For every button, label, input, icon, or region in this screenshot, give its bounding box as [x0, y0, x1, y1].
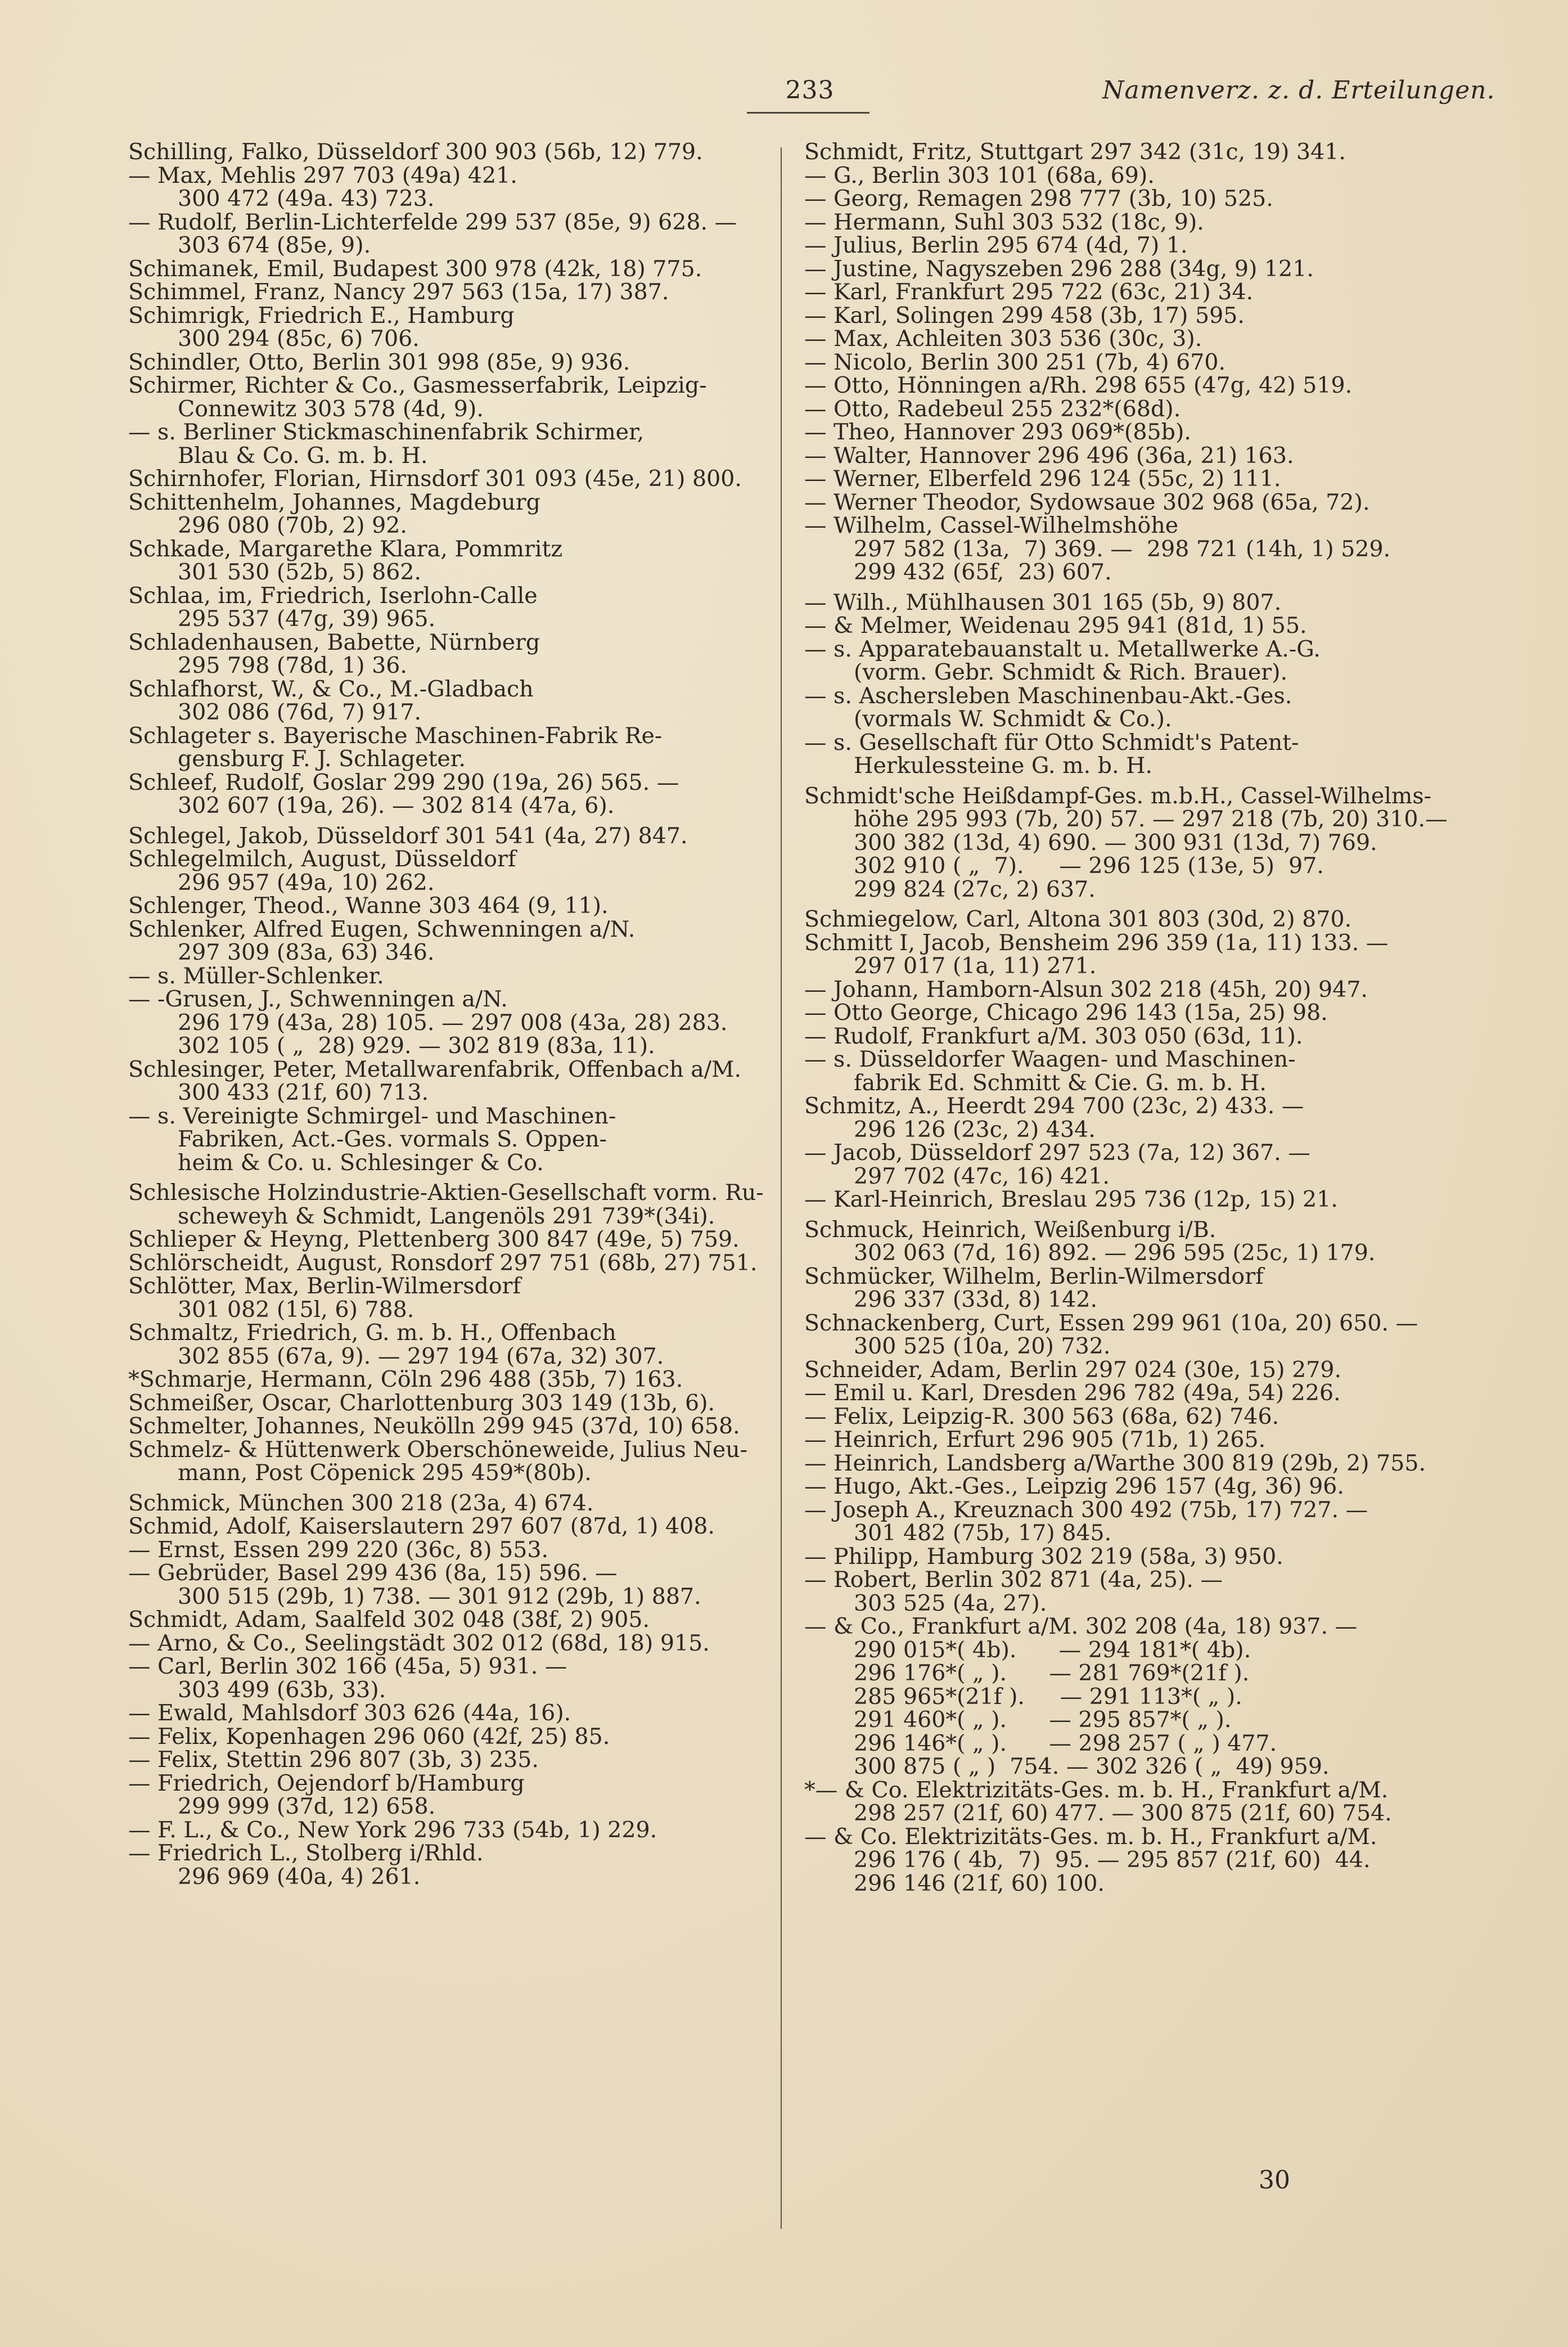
index-entry — [804, 255, 1468, 282]
continuation-line: 299 999 (37d, 12) 658. — [178, 1793, 436, 1819]
sub-entry-line: — Hugo, Akt.-Ges., Leipzig 296 157 (4g, 36) 96. — [804, 1473, 1344, 1499]
index-entry — [804, 327, 1468, 351]
continuation-line: 296 176 ( 4b, 7) 95. — 295 857 (21f, 60) 44. — [854, 1847, 1371, 1873]
continuation-line: 295 798 (78d, 1) 36. — [178, 653, 407, 678]
continuation-line: scheweyh & Schmidt, Langenöls 291 739*(34i). — [178, 1203, 715, 1229]
continuation-line: gensburg F. J. Schlageter. — [178, 746, 466, 772]
index-entry — [128, 1228, 769, 1252]
sub-entry-line: — Gebrüder, Basel 299 436 (8a, 15) 596. — — [128, 1560, 618, 1586]
index-entry — [804, 929, 1468, 979]
sub-entry-line: — Max, Achleiten 303 536 (30c, 3). — [804, 326, 1202, 352]
sub-entry-line: — & Co., Frankfurt a/M. 302 208 (4a, 18) 937. — — [804, 1613, 1358, 1639]
continuation-line: 302 063 (7d, 16) 892. — 296 595 (25c, 1) 179. — [854, 1240, 1376, 1266]
index-entry — [128, 1515, 769, 1539]
index-entry — [128, 1181, 769, 1228]
index-entry — [804, 164, 1468, 188]
index-entry — [128, 1058, 769, 1105]
index-entry — [128, 1392, 769, 1415]
entry-head-line: Schlegelmilch, August, Düsseldorf — [128, 846, 516, 872]
sub-entry-line: — s. Vereinigte Schmirgel- und Maschinen- — [128, 1103, 616, 1129]
index-entry — [128, 467, 769, 491]
entry-head-line: Schmuck, Heinrich, Weißenburg i/B. — [804, 1216, 1216, 1243]
index-entry — [804, 281, 1468, 304]
sub-entry-line: — Karl-Heinrich, Breslau 295 736 (12p, 15) 21. — [804, 1186, 1338, 1212]
sub-entry-line: — s. Müller-Schlenker. — [128, 963, 384, 989]
continuation-line: 285 965*(21f ). — 291 113*( „ ). — [854, 1683, 1242, 1710]
sub-entry-line: — & Co. Elektrizitäts-Ges. m. b. H., Frankfurt a/M. — [804, 1823, 1377, 1850]
index-entry — [128, 1368, 769, 1392]
entry-head-line: Schmeißer, Oscar, Charlottenburg 303 149 (13b, 6). — [128, 1390, 715, 1416]
index-entry — [128, 918, 769, 965]
continuation-line: 303 674 (85e, 9). — [178, 232, 371, 258]
sub-entry-line: — Julius, Berlin 295 674 (4d, 7) 1. — [804, 232, 1188, 258]
index-entry — [128, 1819, 769, 1842]
continuation-line: Fabriken, Act.-Ges. vormals S. Oppen- — [178, 1126, 607, 1152]
sub-entry-line: — Felix, Leipzig-R. 300 563 (68a, 62) 746. — [804, 1403, 1279, 1429]
continuation-line: 296 337 (33d, 8) 142. — [854, 1287, 1098, 1312]
sub-entry-line: — Otto, Radebeul 255 232*(68d). — [804, 395, 1181, 422]
entry-head-line: Schlesische Holzindustrie-Aktien-Gesellschaft vorm. Ru- — [128, 1180, 764, 1206]
continuation-line: Herkulessteine G. m. b. H. — [854, 753, 1153, 779]
entry-head-line: Schlörscheidt, August, Ronsdorf 297 751 (68b, 27) 751. — [128, 1249, 758, 1276]
sub-entry-line: — Otto George, Chicago 296 143 (15a, 25) 98. — [804, 1000, 1328, 1026]
entry-head-line: Schmelz- & Hüttenwerk Oberschöneweide, Julius Neu- — [128, 1436, 748, 1463]
index-entry — [804, 1428, 1468, 1452]
continuation-line: 300 433 (21f, 60) 713. — [178, 1080, 429, 1105]
continuation-line: 302 086 (76d, 7) 917. — [178, 699, 422, 725]
index-entry — [804, 1141, 1468, 1188]
entry-head-line: Schmidt, Adam, Saalfeld 302 048 (38f, 2) 905. — [128, 1607, 650, 1633]
sub-entry-line: — Rudolf, Frankfurt a/M. 303 050 (63d, 11). — [804, 1023, 1303, 1049]
index-entry — [128, 141, 769, 164]
index-entry — [804, 908, 1468, 932]
index-entry — [804, 1452, 1468, 1476]
entry-head-line: Schirnhofer, Florian, Hirnsdorf 301 093 (45e, 21) 800. — [128, 466, 742, 492]
index-entry — [128, 1105, 769, 1175]
index-entry — [128, 1492, 769, 1516]
sub-entry-line: — G., Berlin 303 101 (68a, 69). — [804, 162, 1155, 188]
continuation-line: 296 969 (40a, 4) 261. — [178, 1863, 421, 1890]
sub-entry-line: — Friedrich L., Stolberg i/Rhld. — [128, 1840, 484, 1866]
index-entry — [804, 682, 1468, 732]
continuation-line: höhe 295 993 (7b, 20) 57. — 297 218 (7b, 20) 310.— — [854, 806, 1448, 832]
continuation-line: 296 179 (43a, 28) 105. — 297 008 (43a, 28) 283. — [178, 1009, 728, 1036]
continuation-line: Connewitz 303 578 (4d, 9). — [178, 395, 484, 422]
index-entry — [128, 421, 769, 467]
index-entry — [128, 678, 769, 725]
sub-entry-line: — s. Gesellschaft für Otto Schmidt's Patent- — [804, 729, 1299, 756]
index-entry — [128, 1842, 769, 1889]
continuation-line: 300 515 (29b, 1) 738. — 301 912 (29b, 1) 887. — [178, 1583, 701, 1609]
index-entry — [128, 1655, 769, 1702]
index-entry — [128, 848, 769, 894]
index-entry — [804, 211, 1468, 235]
entry-head-line: Schleef, Rudolf, Goslar 299 290 (19a, 26) 565. — — [128, 769, 679, 795]
index-entry — [804, 421, 1468, 444]
continuation-line: 301 082 (15l, 6) 788. — [178, 1296, 414, 1323]
continuation-line: 300 472 (49a. 43) 723. — [178, 186, 435, 212]
index-entry — [128, 1772, 769, 1819]
sub-entry-line: — Werner Theodor, Sydowsaue 302 968 (65a, 72). — [804, 489, 1370, 515]
index-entry — [804, 395, 1468, 422]
continuation-line: 300 875 ( „ ) 754. — 302 326 ( „ 49) 959. — [854, 1753, 1330, 1779]
running-title: Namenverz. z. d. Erteilungen. — [1102, 76, 1495, 105]
entry-head-line: Schmücker, Wilhelm, Berlin-Wilmersdorf — [804, 1263, 1264, 1289]
index-entry — [128, 1702, 769, 1725]
index-entry — [128, 1415, 769, 1438]
sub-entry-line: — Johann, Hamborn-Alsun 302 218 (45h, 20) 947. — [804, 976, 1368, 1002]
index-entry — [128, 255, 769, 282]
continuation-line: 302 910 ( „ 7). — 296 125 (13e, 5) 97. — [854, 853, 1324, 879]
sub-entry-line: — Robert, Berlin 302 871 (4a, 25). — — [804, 1567, 1223, 1593]
sub-entry-line: — Philipp, Hamburg 302 219 (58a, 3) 950. — [804, 1543, 1283, 1570]
index-entry — [804, 1405, 1468, 1429]
index-entry — [128, 1249, 769, 1276]
index-entry — [128, 965, 769, 988]
entry-head-line: Schimrigk, Friedrich E., Hamburg — [128, 302, 515, 329]
index-entry — [804, 444, 1468, 468]
index-entry — [804, 1615, 1468, 1779]
index-entry — [128, 281, 769, 304]
continuation-line: 301 530 (52b, 5) 862. — [178, 559, 422, 585]
entry-head-line: Schlenker, Alfred Eugen, Schwenningen a/N. — [128, 916, 636, 942]
sub-entry-line: — F. L., & Co., New York 296 733 (54b, 1) 229. — [128, 1817, 657, 1843]
continuation-line: 303 525 (4a, 27). — [854, 1590, 1047, 1616]
index-entry — [128, 1536, 769, 1563]
sub-entry-line: — Walter, Hannover 296 496 (36a, 21) 163. — [804, 442, 1294, 469]
sub-entry-line: — Wilh., Mühlhausen 301 165 (5b, 9) 807. — [804, 589, 1282, 615]
sub-entry-line: — Heinrich, Erfurt 296 905 (71b, 1) 265. — [804, 1427, 1266, 1453]
continuation-line: heim & Co. u. Schlesinger & Co. — [178, 1149, 544, 1176]
entry-head-line: Schmid, Adolf, Kaiserslautern 297 607 (87d, 1) 408. — [128, 1513, 715, 1539]
entry-head-line: Schittenhelm, Johannes, Magdeburg — [128, 489, 540, 515]
sub-entry-line: — & Melmer, Weidenau 295 941 (81d, 1) 55. — [804, 613, 1307, 639]
continuation-line: 296 126 (23c, 2) 434. — [854, 1116, 1096, 1143]
continuation-line: Blau & Co. G. m. b. H. — [178, 442, 428, 469]
index-entry — [128, 491, 769, 538]
entry-head-line: Schlenger, Theod., Wanne 303 464 (9, 11). — [128, 893, 609, 919]
entry-head-line: Schlageter s. Bayerische Maschinen-Fabrik Re- — [128, 722, 663, 749]
index-entry — [804, 1823, 1468, 1896]
index-entry — [804, 374, 1468, 398]
continuation-line: 302 855 (67a, 9). — 297 194 (67a, 32) 307. — [178, 1343, 664, 1369]
continuation-line: 300 525 (10a, 20) 732. — [854, 1333, 1111, 1359]
column-divider — [781, 147, 782, 2229]
continuation-line: 296 957 (49a, 10) 262. — [178, 869, 435, 896]
continuation-line: mann, Post Cöpenick 295 459*(80b). — [178, 1460, 592, 1486]
index-entry — [128, 164, 769, 211]
index-entry — [804, 1475, 1468, 1499]
sub-entry-line: — Otto, Hönningen a/Rh. 298 655 (47g, 42) 519. — [804, 372, 1353, 398]
entry-head-line: Schimanek, Emil, Budapest 300 978 (42k, 18) 775. — [128, 255, 702, 282]
sub-entry-line: — Wilhelm, Cassel-Wilhelmshöhe — [804, 512, 1179, 538]
index-entry — [804, 1095, 1468, 1141]
entry-head-line: Schlieper & Heyng, Plettenberg 300 847 (49e, 5) 759. — [128, 1226, 740, 1252]
index-entry — [804, 1496, 1468, 1546]
entry-head-line: Schilling, Falko, Düsseldorf 300 903 (56b, 12) 779. — [128, 139, 703, 165]
continuation-line: 300 294 (85c, 6) 706. — [178, 326, 420, 352]
index-entry — [128, 374, 769, 421]
index-entry — [804, 614, 1468, 638]
entry-head-line: Schlegel, Jakob, Düsseldorf 301 541 (4a, 27) 847. — [128, 822, 688, 849]
entry-head-line: Schlaa, im, Friedrich, Iserlohn-Calle — [128, 582, 538, 609]
index-entry — [128, 1275, 769, 1321]
entry-head-line: Schmitz, A., Heerdt 294 700 (23c, 2) 433. — — [804, 1093, 1304, 1119]
entry-head-line: Schneider, Adam, Berlin 297 024 (30e, 15) 279. — [804, 1356, 1342, 1383]
entry-head-line: Schlötter, Max, Berlin-Wilmersdorf — [128, 1273, 521, 1299]
sub-entry-line: — s. Düsseldorfer Waagen- und Maschinen- — [804, 1046, 1296, 1072]
entry-head-line: Schmelter, Johannes, Neukölln 299 945 (37d, 10) 658. — [128, 1413, 740, 1439]
index-entry — [128, 351, 769, 375]
index-entry — [128, 211, 769, 258]
index-entry — [128, 1608, 769, 1632]
sub-entry-line: — Rudolf, Berlin-Lichterfelde 299 537 (85e, 9) 628. — — [128, 209, 737, 235]
index-entry — [804, 234, 1468, 258]
index-entry — [128, 822, 769, 849]
entry-head-line: Schkade, Margarethe Klara, Pommritz — [128, 536, 563, 562]
index-entry — [804, 1312, 1468, 1359]
entry-head-line: Schindler, Otto, Berlin 301 998 (85e, 9) 936. — [128, 349, 630, 375]
continuation-line: 297 017 (1a, 11) 271. — [854, 953, 1097, 979]
left-column — [128, 141, 769, 1889]
index-entry — [128, 1562, 769, 1608]
index-entry — [804, 351, 1468, 375]
index-entry — [128, 1748, 769, 1772]
index-entry — [804, 1382, 1468, 1405]
sub-entry-line: — Karl, Solingen 299 458 (3b, 17) 595. — [804, 302, 1245, 329]
continuation-line: 299 432 (65f, 23) 607. — [854, 559, 1112, 585]
index-entry — [128, 1321, 769, 1368]
page-header — [0, 76, 1568, 121]
index-entry — [804, 1356, 1468, 1383]
sub-entry-line: — Theo, Hannover 293 069*(85b). — [804, 419, 1191, 445]
sub-entry-line: — s. Berliner Stickmaschinenfabrik Schirmer, — [128, 419, 645, 445]
continuation-line: 298 257 (21f, 60) 477. — 300 875 (21f, 60) 754. — [854, 1800, 1392, 1826]
index-entry — [128, 1725, 769, 1749]
index-entry — [804, 1188, 1468, 1212]
index-entry — [128, 631, 769, 678]
sub-entry-line: — Justine, Nagyszeben 296 288 (34g, 9) 121. — [804, 255, 1314, 282]
index-entry — [804, 1048, 1468, 1095]
sub-entry-line: — Emil u. Karl, Dresden 296 782 (49a, 54) 226. — [804, 1380, 1341, 1406]
entry-head-line: Schmick, München 300 218 (23a, 4) 674. — [128, 1490, 594, 1516]
index-entry — [128, 988, 769, 1058]
index-entry — [804, 978, 1468, 1002]
continuation-line: 296 146*( „ ). — 298 257 ( „ ) 477. — [854, 1730, 1277, 1756]
index-entry — [804, 187, 1468, 211]
index-entry — [804, 1779, 1468, 1826]
continuation-line: 301 482 (75b, 17) 845. — [854, 1520, 1112, 1546]
index-entry — [128, 722, 769, 772]
index-entry — [128, 304, 769, 351]
continuation-line: fabrik Ed. Schmitt & Cie. G. m. b. H. — [854, 1069, 1267, 1096]
sub-entry-line: — Karl, Frankfurt 295 722 (63c, 21) 34. — [804, 279, 1254, 305]
index-entry — [804, 638, 1468, 685]
sub-entry-line: — Ernst, Essen 299 220 (36c, 8) 553. — [128, 1536, 549, 1563]
entry-head-line: Schlesinger, Peter, Metallwarenfabrik, Offenbach a/M. — [128, 1056, 742, 1082]
entry-head-line: Schmitt I, Jacob, Bensheim 296 359 (1a, 11) 133. — — [804, 929, 1389, 956]
entry-head-line: Schmidt'sche Heißdampf-Ges. m.b.H., Cassel-Wilhelms- — [804, 783, 1431, 809]
sub-entry-line: — Nicolo, Berlin 300 251 (7b, 4) 670. — [804, 349, 1226, 375]
index-entry — [804, 141, 1468, 164]
index-entry — [804, 1545, 1468, 1569]
sub-entry-line: — s. Apparatebauanstalt u. Metallwerke A.-G. — [804, 636, 1321, 662]
entry-head-line: Schladenhausen, Babette, Nürnberg — [128, 629, 540, 655]
index-entry — [128, 584, 769, 631]
index-entry — [128, 1632, 769, 1656]
sub-entry-line: — Ewald, Mahlsdorf 303 626 (44a, 16). — [128, 1700, 571, 1726]
sub-entry-line: — Hermann, Suhl 303 532 (18c, 9). — [804, 209, 1204, 235]
continuation-line: 295 537 (47g, 39) 965. — [178, 606, 436, 632]
index-entry — [804, 304, 1468, 328]
continuation-line: 300 382 (13d, 4) 690. — 300 931 (13d, 7) 769. — [854, 829, 1377, 856]
index-entry — [804, 1001, 1468, 1025]
sub-entry-line: — Arno, & Co., Seelingstädt 302 012 (68d, 18) 915. — [128, 1630, 710, 1656]
index-entry — [804, 731, 1468, 778]
continuation-line: (vorm. Gebr. Schmidt & Rich. Brauer). — [854, 659, 1288, 685]
signature-mark: 30 — [1259, 2166, 1290, 2195]
sub-entry-line: — s. Aschersleben Maschinenbau-Akt.-Ges. — [804, 682, 1292, 709]
index-entry — [128, 1438, 769, 1485]
index-entry — [128, 894, 769, 918]
index-entry — [804, 1265, 1468, 1312]
entry-head-line: Schmiegelow, Carl, Altona 301 803 (30d, 2) 870. — [804, 906, 1352, 932]
index-entry — [804, 514, 1468, 584]
sub-entry-line: — Joseph A., Kreuznach 300 492 (75b, 17) 727. — — [804, 1496, 1368, 1523]
sub-entry-line: — Carl, Berlin 302 166 (45a, 5) 931. — — [128, 1653, 567, 1679]
sub-entry-line: — Jacob, Düsseldorf 297 523 (7a, 12) 367. — — [804, 1140, 1310, 1166]
index-entry — [804, 467, 1468, 491]
continuation-line: 297 702 (47c, 16) 421. — [854, 1163, 1110, 1189]
continuation-line: (vormals W. Schmidt & Co.). — [854, 706, 1172, 732]
right-column — [804, 141, 1468, 1895]
index-entry — [804, 785, 1468, 902]
sub-entry-line: — Max, Mehlis 297 703 (49a) 421. — [128, 162, 517, 188]
continuation-line: 299 824 (27c, 2) 637. — [854, 876, 1096, 902]
continuation-line: 297 582 (13a, 7) 369. — 298 721 (14h, 1) 529. — [854, 536, 1391, 562]
index-entry — [804, 1025, 1468, 1049]
sub-entry-line: — Werner, Elberfeld 296 124 (55c, 2) 111. — [804, 466, 1281, 492]
index-entry — [804, 1216, 1468, 1266]
entry-head-line: Schmaltz, Friedrich, G. m. b. H., Offenbach — [128, 1320, 616, 1346]
index-entry — [128, 538, 769, 584]
sub-entry-line: — Felix, Kopenhagen 296 060 (42f, 25) 85. — [128, 1723, 610, 1750]
continuation-line: 302 607 (19a, 26). — 302 814 (47a, 6). — [178, 793, 615, 819]
sub-entry-line: *— & Co. Elektrizitäts-Ges. m. b. H., Frankfurt a/M. — [804, 1777, 1389, 1803]
index-entry — [804, 591, 1468, 615]
continuation-line: 296 080 (70b, 2) 92. — [178, 512, 407, 538]
continuation-line: 296 146 (21f, 60) 100. — [854, 1870, 1105, 1896]
sub-entry-line: — Felix, Stettin 296 807 (3b, 3) 235. — [128, 1747, 539, 1773]
sub-entry-line: — Georg, Remagen 298 777 (3b, 10) 525. — [804, 186, 1273, 212]
entry-head-line: Schlafhorst, W., & Co., M.-Gladbach — [128, 676, 534, 702]
continuation-line: 291 460*( „ ). — 295 857*( „ ). — [854, 1707, 1232, 1733]
sub-entry-line: — Friedrich, Oejendorf b/Hamburg — [128, 1770, 525, 1796]
page-number: 233 — [785, 76, 835, 105]
entry-head-line: Schnackenberg, Curt, Essen 299 961 (10a, 20) 650. — — [804, 1310, 1418, 1336]
entry-head-line: *Schmarje, Hermann, Cöln 296 488 (35b, 7) 163. — [128, 1366, 683, 1392]
entry-head-line: Schimmel, Franz, Nancy 297 563 (15a, 17) 387. — [128, 279, 669, 305]
sub-entry-line: — -Grusen, J., Schwenningen a/N. — [128, 986, 508, 1012]
continuation-line: 303 499 (63b, 33). — [178, 1676, 386, 1703]
index-entry — [804, 1568, 1468, 1615]
continuation-line: 302 105 ( „ 28) 929. — 302 819 (83a, 11). — [178, 1033, 655, 1059]
continuation-line: 290 015*( 4b). — 294 181*( 4b). — [854, 1636, 1251, 1663]
sub-entry-line: — Heinrich, Landsberg a/Warthe 300 819 (29b, 2) 755. — [804, 1450, 1426, 1476]
index-entry — [128, 771, 769, 818]
continuation-line: 297 309 (83a, 63) 346. — [178, 939, 435, 965]
entry-head-line: Schmidt, Fritz, Stuttgart 297 342 (31c, 19) 341. — [804, 139, 1346, 165]
entry-head-line: Schirmer, Richter & Co., Gasmesserfabrik, Leipzig- — [128, 372, 707, 398]
page-number-rule — [747, 112, 869, 114]
continuation-line: 296 176*( „ ). — 281 769*(21f ). — [854, 1660, 1250, 1686]
index-entry — [804, 491, 1468, 515]
